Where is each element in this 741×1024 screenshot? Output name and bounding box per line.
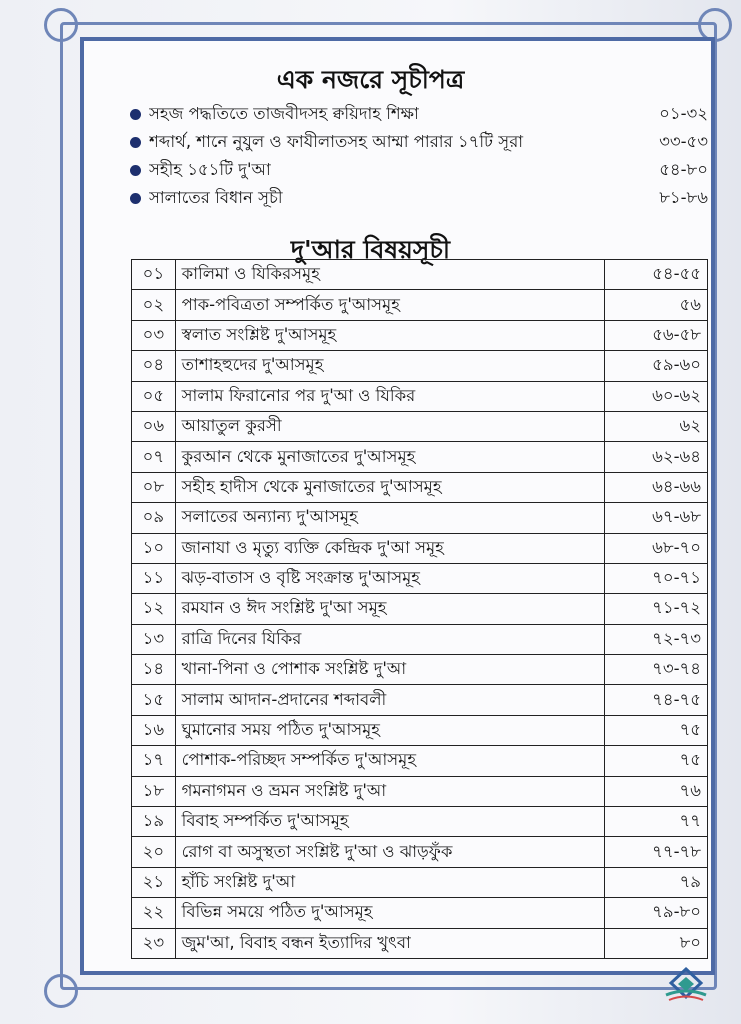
row-pages: ৬৮-৭০ [605, 533, 708, 563]
row-title: খানা-পিনা ও পোশাক সংশ্লিষ্ট দু'আ [175, 655, 604, 685]
bullet-icon [130, 137, 141, 148]
row-number: ১৮ [132, 776, 176, 806]
row-pages: ৭৫ [605, 746, 708, 776]
table-row[interactable] [132, 837, 708, 867]
row-number: ১৬ [132, 715, 176, 745]
table-row[interactable] [132, 472, 708, 502]
table-row[interactable] [132, 928, 708, 958]
row-pages: ৫৯-৬০ [605, 351, 708, 381]
row-pages: ৭৬ [605, 776, 708, 806]
row-pages: ৭৫ [605, 715, 708, 745]
table-row[interactable] [132, 290, 708, 320]
row-title: পোশাক-পরিচ্ছদ সম্পর্কিত দু'আসমূহ [175, 746, 604, 776]
row-title: সালাম ফিরানোর পর দু'আ ও যিকির [175, 381, 604, 411]
row-pages: ৭৭ [605, 807, 708, 837]
table-row[interactable] [132, 685, 708, 715]
row-number: ০৮ [132, 472, 176, 502]
table-row[interactable] [132, 411, 708, 441]
overview-item-pages: ৫৪-৮০ [659, 159, 708, 179]
row-title: কুরআন থেকে মুনাজাতের দু'আসমূহ [175, 442, 604, 472]
overview-item[interactable] [130, 185, 708, 211]
row-number: ০৭ [132, 442, 176, 472]
row-title: সালাম আদান-প্রদানের শব্দাবলী [175, 685, 604, 715]
row-title: কালিমা ও যিকিরসমূহ [175, 260, 604, 290]
row-pages: ৭৭-৭৮ [605, 837, 708, 867]
dua-index-table [131, 259, 708, 959]
table-row[interactable] [132, 776, 708, 806]
row-pages: ৭৪-৭৫ [605, 685, 708, 715]
table-row[interactable] [132, 624, 708, 654]
row-title: রাত্রি দিনের যিকির [175, 624, 604, 654]
row-number: ২১ [132, 867, 176, 897]
row-title: রমযান ও ঈদ সংশ্লিষ্ট দু'আ সমূহ [175, 594, 604, 624]
overview-item[interactable] [130, 157, 708, 183]
row-title: ঘুমানোর সময় পঠিত দু'আসমূহ [175, 715, 604, 745]
overview-item-title: সহজ পদ্ধতিতে তাজবীদসহ ক্বয়িদাহ শিক্ষা [149, 103, 419, 123]
row-number: ২২ [132, 898, 176, 928]
row-number: ০৫ [132, 381, 176, 411]
row-pages: ৭১-৭২ [605, 594, 708, 624]
row-number: ১৪ [132, 655, 176, 685]
row-number: ১৫ [132, 685, 176, 715]
row-number: ১৯ [132, 807, 176, 837]
row-pages: ৭০-৭১ [605, 563, 708, 593]
row-number: ১২ [132, 594, 176, 624]
row-title: তাশাহহুদের দু'আসমূহ [175, 351, 604, 381]
table-row[interactable] [132, 442, 708, 472]
row-pages: ৬২ [605, 411, 708, 441]
row-pages: ৬০-৬২ [605, 381, 708, 411]
overview-item-pages: ০১-৩২ [659, 103, 708, 123]
table-row[interactable] [132, 533, 708, 563]
row-title: ঝড়-বাতাস ও বৃষ্টি সংক্রান্ত দু'আসমূহ [175, 563, 604, 593]
table-row[interactable] [132, 563, 708, 593]
dua-index-title: দু'আর বিষয়সূচী [290, 235, 451, 264]
row-title: হাঁচি সংশ্লিষ্ট দু'আ [175, 867, 604, 897]
row-number: ০৪ [132, 351, 176, 381]
row-number: ০৯ [132, 503, 176, 533]
table-row[interactable] [132, 655, 708, 685]
overview-item[interactable] [130, 101, 708, 127]
row-title: জানাযা ও মৃত্যু ব্যক্তি কেন্দ্রিক দু'আ সমূহ [175, 533, 604, 563]
row-pages: ৬২-৬৪ [605, 442, 708, 472]
contents-title: এক নজরে সূচীপত্র [276, 65, 465, 94]
row-title: বিভিন্ন সময়ে পঠিত দু'আসমূহ [175, 898, 604, 928]
overview-item-title: সালাতের বিধান সূচী [149, 187, 283, 207]
row-number: ০৩ [132, 320, 176, 350]
overview-item-title: শব্দার্থ, শানে নুযুল ও ফাযীলাতসহ আম্মা পারার ১৭টি সূরা [149, 131, 524, 151]
row-number: ২০ [132, 837, 176, 867]
row-number: ০২ [132, 290, 176, 320]
table-row[interactable] [132, 746, 708, 776]
table-row[interactable] [132, 503, 708, 533]
row-title: জুম'আ, বিবাহ বন্ধন ইত্যাদির খুৎবা [175, 928, 604, 958]
row-number: ২৩ [132, 928, 176, 958]
table-row[interactable] [132, 320, 708, 350]
row-pages: ৭৯ [605, 867, 708, 897]
row-title: সহীহ হাদীস থেকে মুনাজাতের দু'আসমূহ [175, 472, 604, 502]
overview-item-title: সহীহ ১৫১টি দু'আ [149, 159, 271, 179]
row-pages: ৮০ [605, 928, 708, 958]
row-number: ০১ [132, 260, 176, 290]
row-pages: ৬৭-৬৮ [605, 503, 708, 533]
overview-item-pages: ৮১-৮৬ [659, 187, 708, 207]
table-row[interactable] [132, 381, 708, 411]
table-row[interactable] [132, 715, 708, 745]
row-title: পাক-পবিত্রতা সম্পর্কিত দু'আসমূহ [175, 290, 604, 320]
overview-item[interactable] [130, 129, 708, 155]
overview-item-pages: ৩৩-৫৩ [659, 131, 708, 151]
table-row[interactable] [132, 351, 708, 381]
table-row[interactable] [132, 594, 708, 624]
bullet-icon [130, 193, 141, 204]
row-title: গমনাগমন ও ভ্রমন সংশ্লিষ্ট দু'আ [175, 776, 604, 806]
table-row[interactable] [132, 260, 708, 290]
publisher-logo-icon [661, 965, 711, 1005]
bullet-icon [130, 109, 141, 120]
row-pages: ৫৬-৫৮ [605, 320, 708, 350]
row-title: আয়াতুল কুরসী [175, 411, 604, 441]
row-pages: ৫৬ [605, 290, 708, 320]
row-pages: ৫৪-৫৫ [605, 260, 708, 290]
row-pages: ৭২-৭৩ [605, 624, 708, 654]
row-number: ১১ [132, 563, 176, 593]
row-pages: ৬৪-৬৬ [605, 472, 708, 502]
table-row[interactable] [132, 807, 708, 837]
table-row[interactable] [132, 898, 708, 928]
corner-ornament [44, 8, 78, 42]
row-pages: ৭৩-৭৪ [605, 655, 708, 685]
bullet-icon [130, 165, 141, 176]
corner-ornament [44, 974, 78, 1008]
row-pages: ৭৯-৮০ [605, 898, 708, 928]
row-number: ১৭ [132, 746, 176, 776]
row-title: স্বলাত সংশ্লিষ্ট দু'আসমূহ [175, 320, 604, 350]
row-title: সলাতের অন্যান্য দু'আসমূহ [175, 503, 604, 533]
table-row[interactable] [132, 867, 708, 897]
row-title: বিবাহ সম্পর্কিত দু'আসমূহ [175, 807, 604, 837]
row-number: ১০ [132, 533, 176, 563]
row-number: ০৬ [132, 411, 176, 441]
row-title: রোগ বা অসুস্থতা সংশ্লিষ্ট দু'আ ও ঝাড়ফুঁক [175, 837, 604, 867]
row-number: ১৩ [132, 624, 176, 654]
